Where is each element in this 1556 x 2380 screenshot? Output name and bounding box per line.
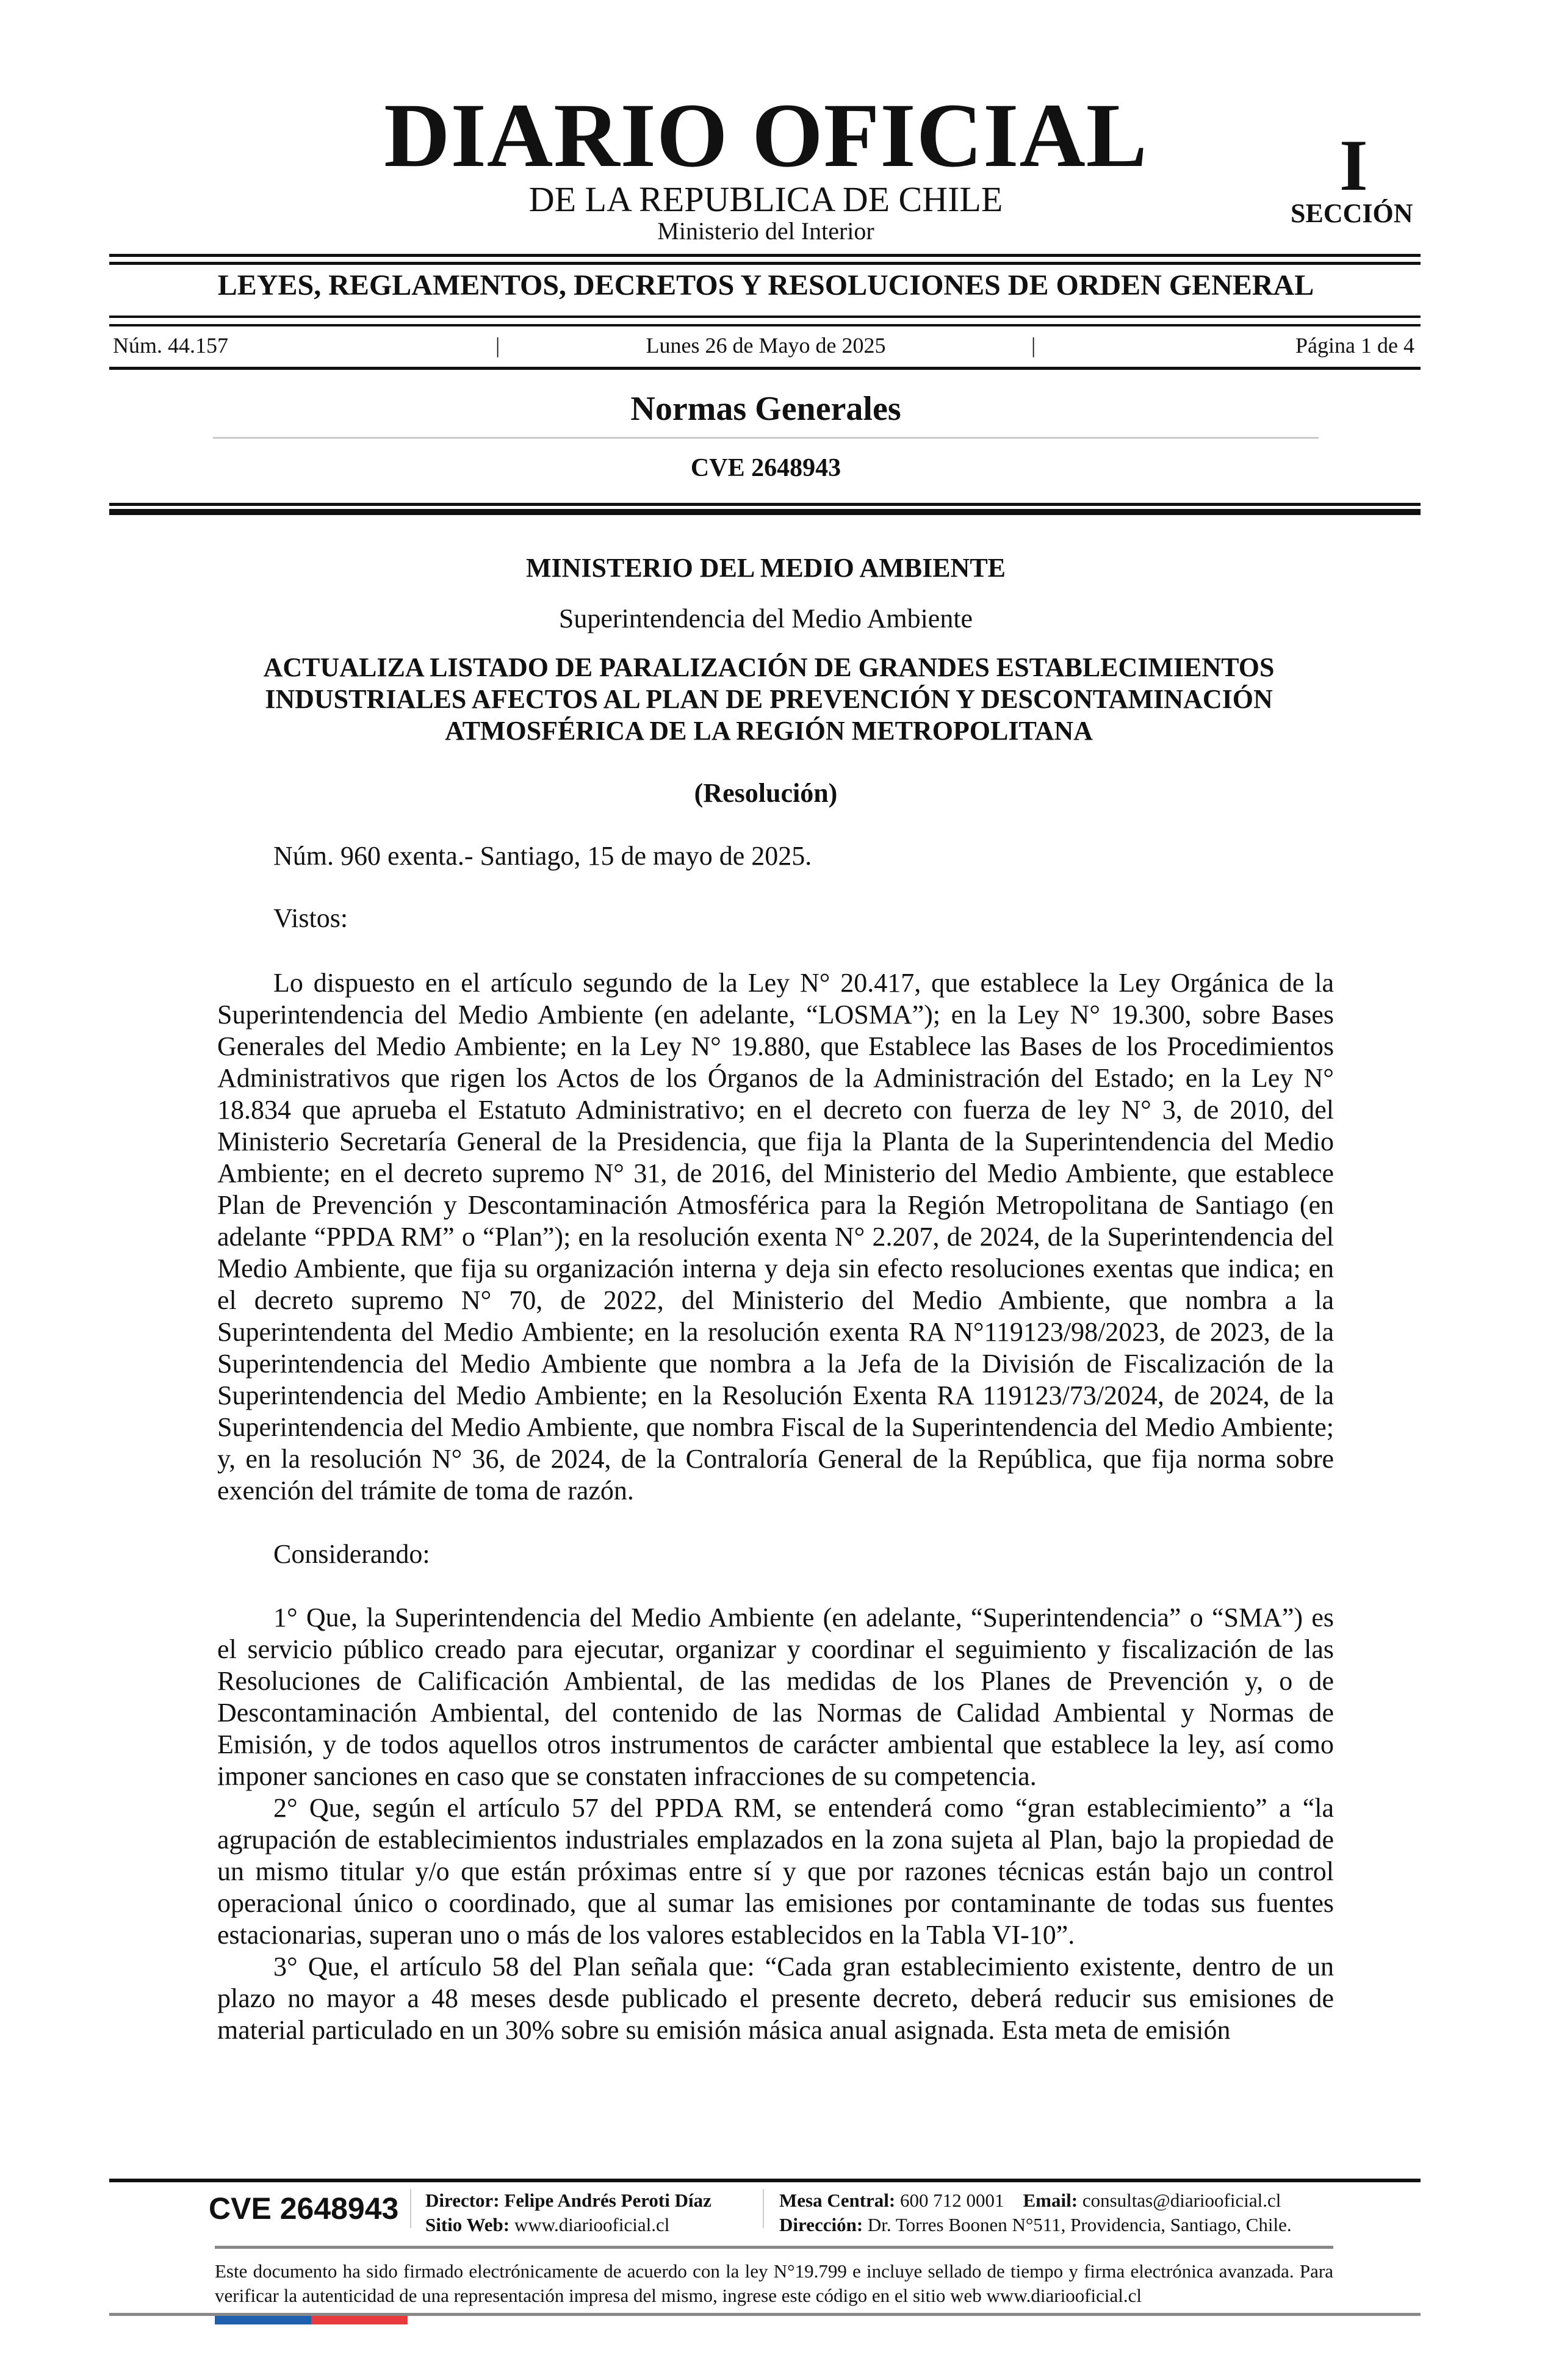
- phone: 600 712 0001: [900, 2190, 1004, 2211]
- email-link[interactable]: consultas@diariooficial.cl: [1082, 2190, 1281, 2211]
- masthead-subtitle: DE LA REPUBLICA DE CHILE: [528, 179, 1003, 219]
- web-link[interactable]: www.diariooficial.cl: [514, 2214, 670, 2235]
- considerando-label: Considerando:: [273, 1539, 430, 1569]
- footer-divider: [109, 2179, 1421, 2182]
- section-number: I: [1339, 124, 1368, 206]
- divider: [109, 254, 1421, 257]
- divider: [763, 2189, 764, 2228]
- address: Dr. Torres Boonen N°511, Providencia, Santiago, Chile.: [867, 2214, 1292, 2235]
- doc-ministry: MINISTERIO DEL MEDIO AMBIENTE: [525, 553, 1006, 583]
- divider: [109, 262, 1421, 265]
- doc-agency: Superintendencia del Medio Ambiente: [558, 604, 973, 633]
- considerando-1: 1° Que, la Superintendencia del Medio Ambiente (en adelante, “Superintendencia” o “SMA”) es el servicio público creado para ejecutar, organizar y coordinar el seguimiento y fiscalización de las Resoluciones de Calificación Ambiental, de las medidas de los Planes de Prevención y, o de Descontaminación Ambiental, del contenido de las Normas de Calidad Ambiental y Normas de Emisión, y de todos aquellos otros instrumentos de carácter ambiental que establece la ley, así como imponer sanciones en caso que se constaten infracciones de su competencia.: [217, 1603, 1334, 1791]
- issue-number: Núm. 44.157: [113, 333, 228, 358]
- address-label: Dirección:: [779, 2214, 863, 2235]
- divider: [109, 509, 1421, 515]
- masthead-title: DIARIO OFICIAL: [384, 85, 1148, 186]
- separator: |: [495, 333, 500, 358]
- web-label: Sitio Web:: [425, 2214, 510, 2235]
- email-label: Email:: [1023, 2190, 1078, 2211]
- page-indicator: Página 1 de 4: [1295, 333, 1414, 358]
- resolution-number: Núm. 960 exenta.- Santiago, 15 de mayo de 2025.: [273, 841, 812, 871]
- section-heading: Normas Generales: [630, 390, 901, 428]
- cve-code: CVE 2648943: [690, 454, 841, 482]
- document-body: [217, 967, 1334, 2046]
- divider: [213, 437, 1319, 439]
- director-name: Felipe Andrés Peroti Díaz: [504, 2190, 711, 2211]
- category-heading: LEYES, REGLAMENTOS, DECRETOS Y RESOLUCIONES DE ORDEN GENERAL: [217, 269, 1314, 301]
- considerando-2: 2° Que, según el artículo 57 del PPDA RM, se entenderá como “gran establecimiento” a “la agrupación de establecimientos industriales emplazados en la zona sujeta al Plan, bajo la propiedad de un mismo titular y/o que están próximas entre sí y que por razones técnicas están bajo un control operacional único o coordinado, que al sumar las emisiones por contaminante de todas sus fuentes estacionarias, superan uno o más de los valores establecidos en la Tabla VI-10”.: [217, 1793, 1334, 1950]
- divider: [109, 324, 1421, 326]
- divider: [109, 316, 1421, 318]
- issue-date: Lunes 26 de Mayo de 2025: [646, 333, 886, 358]
- doc-type: (Resolución): [694, 778, 838, 808]
- signature-notice: Este documento ha sido firmado electrónicamente de acuerdo con la ley N°19.799 e incluye sellado de tiempo y firma electrónica avanzada. Para verificar la autenticidad de una representación impresa del mismo, ingrese este código en el sitio web www.diariooficial.cl: [215, 2260, 1333, 2306]
- considerando-3: 3° Que, el artículo 58 del Plan señala que: “Cada gran establecimiento existente, dentro de un plazo no mayor a 48 meses desde publicado el presente decreto, deberá reducir sus emisiones de material particulado en un 30% sobre su emisión másica anual asignada. Esta meta de emisión: [217, 1952, 1334, 2045]
- divider: [109, 503, 1421, 506]
- flag-stripe-red: [311, 2316, 408, 2324]
- ministry-label: Ministerio del Interior: [657, 217, 874, 245]
- divider: [109, 367, 1421, 370]
- director-label: Director:: [425, 2190, 500, 2211]
- footer-cve: CVE 2648943: [209, 2191, 399, 2226]
- section-label: SECCIÓN: [1291, 198, 1413, 228]
- separator: |: [1031, 333, 1036, 358]
- phone-label: Mesa Central:: [779, 2190, 896, 2211]
- divider: [410, 2189, 411, 2228]
- doc-title: ACTUALIZA LISTADO DE PARALIZACIÓN DE GRANDES ESTABLECIMIENTOS INDUSTRIALES AFECTOS AL PLAN DE PREVENCIÓN Y DESCONTAMINACIÓN ATMOSFÉRICA DE LA REGIÓN METROPOLITANA: [263, 652, 1275, 746]
- divider: [215, 2246, 1333, 2249]
- vistos-label: Vistos:: [273, 903, 348, 933]
- vistos-paragraph: Lo dispuesto en el artículo segundo de la Ley N° 20.417, que establece la Ley Orgánica de la Superintendencia del Medio Ambiente (en adelante, “LOSMA”); en la Ley N° 19.300, sobre Bases Generales del Medio Ambiente; en la Ley N° 19.880, que Establece las Bases de los Procedimientos Administrativos que rigen los Actos de los Órganos de la Administración del Estado; en la Ley N° 18.834 que aprueba el Estatuto Administrativo; en el decreto con fuerza de ley N° 3, de 2010, del Ministerio Secretaría General de la Presidencia, que fija la Planta de la Superintendencia del Medio Ambiente; en el decreto supremo N° 31, de 2016, del Ministerio del Medio Ambiente, que establece Plan de Prevención y Descontaminación Atmosférica para la Región Metropolitana de Santiago (en adelante “PPDA RM” o “Plan”); en la resolución exenta N° 2.207, de 2024, de la Superintendencia del Medio Ambiente, que fija su organización interna y deja sin efecto resoluciones exentas que indica; en el decreto supremo N° 70, de 2022, del Ministerio del Medio Ambiente, que nombra a la Superintendenta del Medio Ambiente; en la resolución exenta RA N°119123/98/2023, de 2023, de la Superintendencia del Medio Ambiente que nombra a la Jefa de la División de Fiscalización de la Superintendencia del Medio Ambiente; en la Resolución Exenta RA 119123/73/2024, de 2024, de la Superintendencia del Medio Ambiente, que nombra Fiscal de la Superintendencia del Medio Ambiente; y, en la resolución N° 36, de 2024, de la Contraloría General de la República, que fija norma sobre exención del trámite de toma de razón.: [217, 968, 1334, 1506]
- flag-stripe-blue: [215, 2316, 311, 2324]
